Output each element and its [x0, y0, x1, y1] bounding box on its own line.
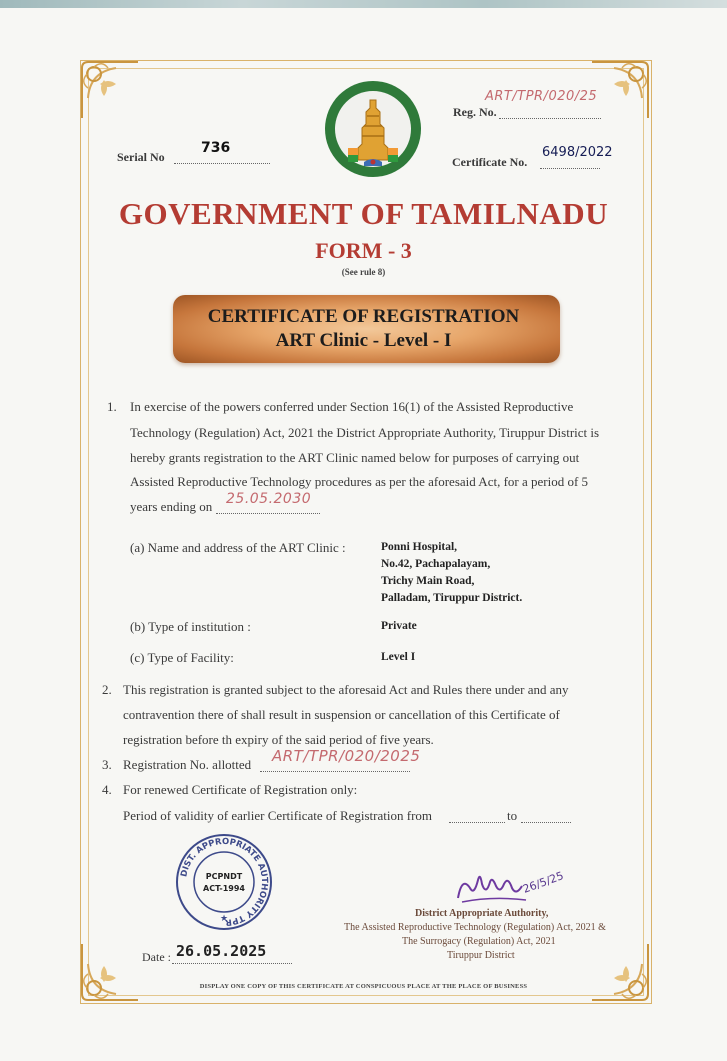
- top-edge-band: [0, 0, 727, 8]
- corner-ornament-icon: [588, 58, 652, 122]
- validity-to-label: to: [507, 808, 518, 823]
- validity-to-dots: [521, 821, 571, 823]
- para2-line: contravention there of shall result in suspension or cancellation of this Certificate of: [123, 707, 560, 722]
- para1-line: years ending on: [130, 499, 213, 514]
- para2-line: This registration is granted subject to the aforesaid Act and Rules there under and any: [123, 682, 569, 697]
- date-dots: [172, 962, 292, 964]
- facility-type-label: (c) Type of Facility:: [130, 650, 234, 665]
- institution-type-label: (b) Type of institution :: [130, 619, 251, 634]
- corner-ornament-icon: [78, 58, 142, 122]
- form-title: FORM - 3: [315, 238, 412, 263]
- para2-line: registration before th expiry of the said period of five years.: [123, 732, 434, 747]
- certificate-no-label: Certificate No.: [452, 155, 528, 169]
- validity-from-dots: [449, 821, 505, 823]
- signature-date: 26/5/25: [521, 869, 566, 896]
- clinic-address-line: No.42, Pachapalayam,: [381, 558, 491, 570]
- authority-act-line: The Assisted Reproductive Technology (Regulation) Act, 2021 &: [344, 922, 606, 933]
- tamilnadu-emblem-icon: [322, 78, 424, 180]
- clinic-address-line: Ponni Hospital,: [381, 541, 458, 553]
- date-value: 26.05.2025: [176, 942, 267, 960]
- para3-number: 3.: [102, 757, 112, 772]
- clinic-address-line: Palladam, Tiruppur District.: [381, 592, 523, 604]
- para1-line: hereby grants registration to the ART Clinic named below for purposes of carrying out: [130, 450, 580, 465]
- serial-dots: [174, 162, 270, 164]
- certificate-no-value: 6498/2022: [542, 145, 613, 160]
- banner-title: CERTIFICATE OF REGISTRATION: [207, 306, 520, 327]
- banner-subtitle: ART Clinic - Level - I: [275, 330, 452, 351]
- see-rule-note: (See rule 8): [341, 267, 386, 277]
- clinic-name-label: (a) Name and address of the ART Clinic :: [130, 540, 346, 555]
- para1-line: Assisted Reproductive Technology procedures as per the aforesaid Act, for a period of 5: [130, 474, 589, 489]
- facility-type-value: Level I: [381, 651, 416, 663]
- corner-ornament-icon: [588, 940, 652, 1004]
- authority-title: District Appropriate Authority,: [415, 908, 549, 919]
- seal-center-line2: ACT-1994: [203, 884, 245, 893]
- authority-seal-stamp-icon: [174, 832, 274, 932]
- reg-no-label: Reg. No.: [453, 105, 497, 119]
- ending-date-value: 25.05.2030: [226, 491, 312, 507]
- certificate-no-dots: [540, 167, 600, 169]
- registration-allotted-value: ART/TPR/020/2025: [272, 747, 421, 765]
- para1-number: 1.: [107, 399, 117, 414]
- seal-ring-text: DIST. APPROPRIATE AUTHORITY TPR: [179, 836, 270, 928]
- seal-center-line1: PCPNDT: [205, 872, 243, 881]
- validity-period-label: Period of validity of earlier Certificate of Registration from: [123, 808, 433, 823]
- serial-value: 736: [201, 140, 231, 156]
- display-instruction-footer: DISPLAY ONE COPY OF THIS CERTIFICATE AT CONSPICUOUS PLACE AT THE PLACE OF BUSINESS: [199, 983, 528, 990]
- registration-allotted-label: Registration No. allotted: [123, 757, 252, 772]
- authority-act-line: The Surrogacy (Regulation) Act, 2021: [402, 936, 556, 947]
- para4-number: 4.: [102, 782, 112, 797]
- svg-text:★: ★: [219, 913, 229, 923]
- reg-no-dots: [499, 117, 601, 119]
- corner-ornament-icon: [78, 940, 142, 1004]
- clinic-address-line: Trichy Main Road,: [381, 575, 475, 587]
- para1-line: In exercise of the powers conferred under Section 16(1) of the Assisted Reproductive: [130, 399, 574, 414]
- para2-number: 2.: [102, 682, 112, 697]
- authority-district: Tiruppur District: [447, 950, 515, 961]
- para1-line: Technology (Regulation) Act, 2021 the District Appropriate Authority, Tiruppur District is: [130, 425, 600, 440]
- registration-allotted-dots: [260, 770, 410, 772]
- reg-no-value: ART/TPR/020/25: [485, 89, 598, 104]
- ending-date-dots: [216, 512, 320, 514]
- government-title: GOVERNMENT OF TAMILNADU: [118, 196, 609, 231]
- renewal-heading: For renewed Certificate of Registration only:: [123, 782, 358, 797]
- serial-label: Serial No: [117, 150, 165, 164]
- date-label: Date :: [142, 950, 171, 964]
- institution-type-value: Private: [381, 620, 417, 632]
